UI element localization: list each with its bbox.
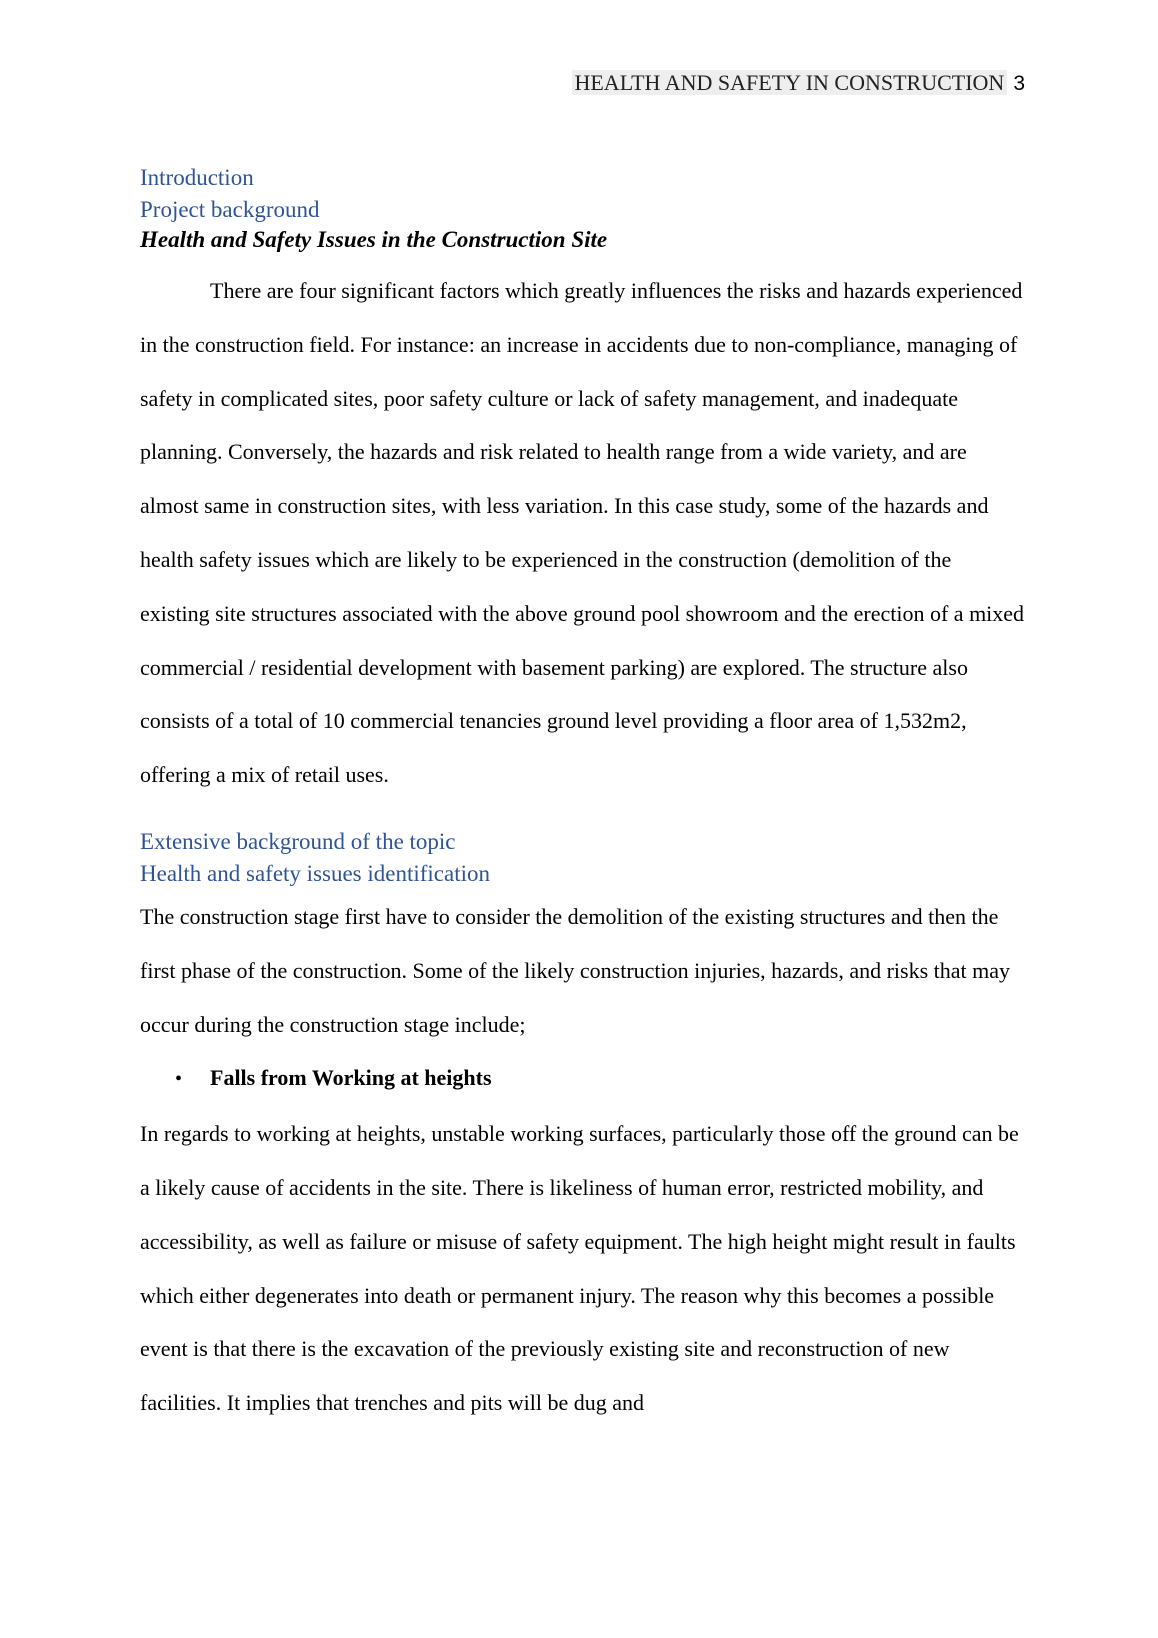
paragraph-factors: There are four significant factors which greatly influences the risks and hazards experienced in the construction field. For instance: an increase in accidents due to non-compliance, managing of safety in complicated sites, poor safety culture or lack of safety management, and inadequate planning. Conversely, the hazards and risk related to health range from a wide variety, and are almost same in construction sites, with less variation. In this case study, some of the hazards and health safety issues which are likely to be experienced in the construction (demolition of the existing site structures associated with the above ground pool showroom and the erection of a mixed commercial / residential development with basement parking) are explored. The structure also consists of a total of 10 commercial tenancies ground level providing a floor area of 1,532m2, offering a mix of retail uses. (140, 278, 1025, 788)
bullet-item (140, 1051, 1026, 1107)
heading-issues-identification: Health and safety issues identification (140, 860, 491, 886)
paragraph-heights: In regards to working at heights, unstable working surfaces, particularly those off the ground can be a likely cause of accidents in the site. There is likeliness of human error, restricted mobility, and accessibility, as well as failure or misuse of safety equipment. The high height might result in faults which either degenerates into death or permanent injury. The reason why this becomes a possible event is that there is the excavation of the previously existing site and reconstruction of new facilities. It implies that trenches and pits will be dug and (140, 1121, 1019, 1416)
header-title: HEALTH AND SAFETY IN CONSTRUCTION (572, 70, 1007, 95)
heading-issues-site: Health and Safety Issues in the Construction Site (140, 227, 608, 252)
bullet-text: Falls from Working at heights (210, 1065, 492, 1091)
heading-project-background: Project background (140, 197, 320, 222)
page-number: 3 (1013, 72, 1025, 95)
running-header (572, 69, 1025, 98)
bullet-icon: • (175, 1068, 183, 1091)
document-body (140, 162, 1026, 1430)
heading-introduction: Introduction (140, 165, 254, 190)
paragraph-construction-stage: The construction stage first have to consider the demolition of the existing structures and then the first phase of the construction. Some of the likely construction injuries, hazards, and risks that may occur during the construction stage include; (140, 903, 1011, 1037)
heading-extensive-background: Extensive background of the topic (140, 828, 456, 854)
spacer (140, 802, 1026, 826)
